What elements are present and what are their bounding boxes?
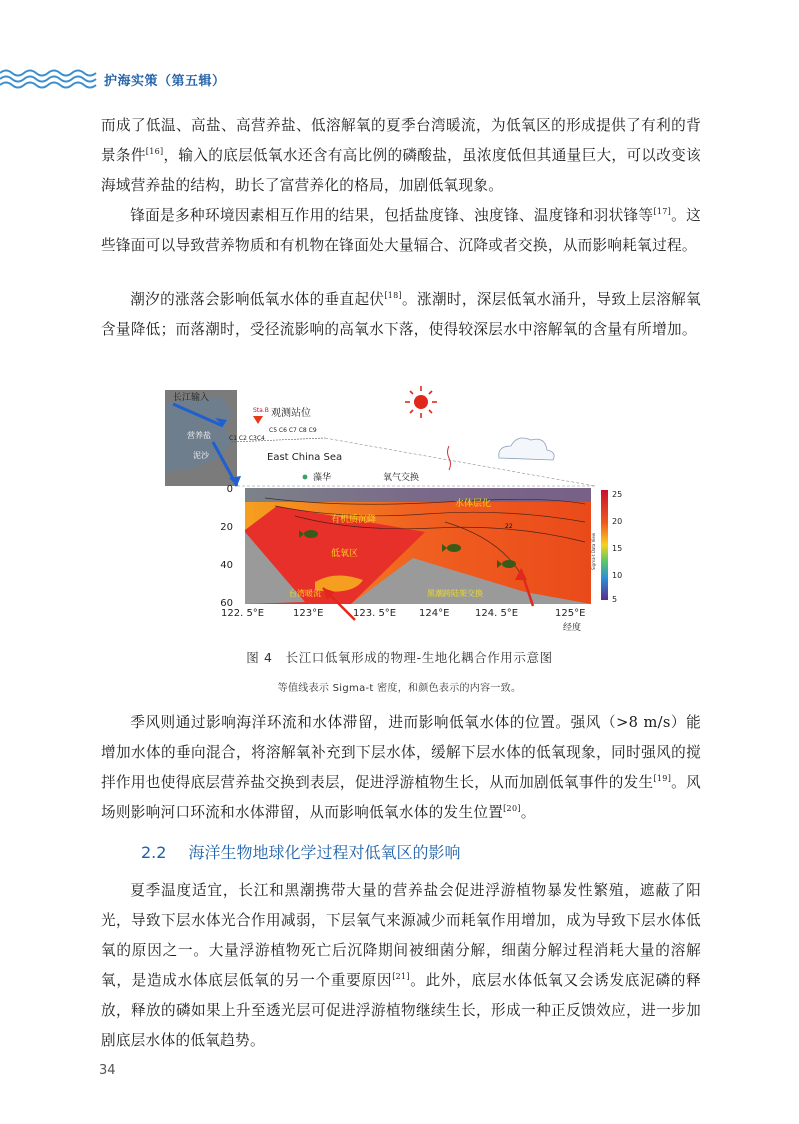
depth-tick: 0 — [226, 484, 233, 495]
page-number: 34 — [99, 1063, 116, 1078]
citation: [18] — [384, 291, 402, 301]
colorbar-tick: 20 — [612, 517, 623, 526]
citation: [19] — [653, 774, 672, 784]
kuroshio-label: 黑潮跨陆架交换 — [427, 589, 483, 598]
depth-tick: 60 — [220, 598, 233, 609]
depth-tick: 20 — [220, 522, 233, 533]
paragraph-2 — [101, 201, 701, 261]
depth-tick: 40 — [220, 560, 233, 571]
lon-tick: 125°E — [555, 608, 586, 619]
nutrient-label: 营养盐 — [187, 431, 211, 440]
station-name: Sta.B — [253, 407, 269, 414]
contour-value: 22 — [505, 523, 513, 530]
paragraph-4 — [101, 708, 701, 828]
text: 季风则通过影响海洋环流和水体滞留，进而影响低氧水体的位置。强风（>8 m/s）能增加水体的垂向混合，将溶解氧补充到下层水体，缓解下层水体的低氧现象，同时强风的搅拌作用也使得底层营养盐交换到表层，促进浮游植物生长，从而加剧低氧事件的发生 — [101, 714, 701, 791]
longitude-label: 经度 — [563, 623, 582, 633]
lon-tick: 122. 5°E — [221, 608, 265, 619]
taiwan-current-label: 台湾暖流 — [289, 589, 321, 598]
text: 。 — [520, 804, 536, 821]
text: 。风场则影响河口环流和水体滞留，从而影响低氧水体的发生位置 — [101, 774, 701, 821]
paragraph-5 — [101, 876, 701, 1056]
station-label: 观测站位 — [271, 408, 311, 419]
station-marker-icon — [253, 416, 263, 424]
yangtze-input-label: 长江输入 — [173, 393, 210, 403]
sea-name: East China Sea — [267, 452, 343, 463]
algae-dot-icon — [303, 475, 308, 480]
oxygen-exchange-label: 氧气交换 — [383, 473, 420, 483]
stations-row2: C1 C2 C3C4 — [229, 435, 265, 442]
dashed-line — [325, 438, 595, 486]
hypoxia-diagram — [165, 382, 621, 638]
text: 夏季温度适宜，长江和黑潮携带大量的营养盐会促进浮游植物暴发性繁殖，遮蔽了阳光，导致下层水体光合作用减弱，下层氧气来源减少而耗氧作用增加，成为导致下层水体低氧的原因之一。大量浮游植物死亡后沉降期间被细菌分解，细菌分解过程消耗大量的溶解氧，是造成水体底层低氧的另一个重要原因 — [101, 882, 701, 989]
colorbar-tick: 25 — [612, 490, 623, 499]
text: 。涨潮时，深层低氧水涌升，导致上层溶解氧含量降低；而落潮时，受径流影响的高氧水下落，使得较深层水中溶解氧的含量有所增加。 — [101, 291, 701, 338]
series-title: 护海实策（第五辑） — [104, 74, 226, 89]
text: 。这些锋面可以导致营养物质和有机物在锋面处大量辐合、沉降或者交换，从而影响耗氧过程。 — [101, 207, 701, 254]
citation: [21] — [392, 972, 410, 982]
colorbar-title: Sigma-t Data View — [591, 532, 596, 570]
sediment-label: 泥沙 — [193, 451, 209, 460]
citation: [16] — [145, 147, 164, 157]
citation: [17] — [653, 207, 672, 217]
lon-tick: 124°E — [419, 608, 450, 619]
text: 。此外，底层水体低氧又会诱发底泥磷的释放，释放的磷如果上升至透光层可促进浮游植物继续生长，形成一种正反馈效应，进一步加剧底层水体的低氧趋势。 — [101, 972, 701, 1049]
section-heading — [141, 840, 460, 863]
section-number: 2.2 — [141, 843, 167, 862]
citation: [20] — [503, 804, 521, 814]
stratification-label: 水体层化 — [455, 499, 492, 509]
running-header — [0, 62, 799, 92]
text: 而成了低温、高盐、高营养盐、低溶解氧的夏季台湾暖流，为低氧区的形成提供了有利的背景条件 — [101, 117, 701, 164]
text: 潮汐的涨落会影响低氧水体的垂直起伏 — [130, 291, 385, 308]
paragraph-3 — [101, 285, 701, 345]
wave-logo-icon — [0, 68, 96, 88]
oxygen-wave-icon — [448, 446, 451, 470]
colorbar-tick: 5 — [612, 595, 618, 604]
colorbar-tick: 15 — [612, 544, 623, 553]
text: 锋面是多种环境因素相互作用的结果，包括盐度锋、浊度锋、温度锋和羽状锋等 — [130, 207, 654, 224]
figure-caption: 图 4 长江口低氧形成的物理-生地化耦合作用示意图 — [246, 650, 553, 665]
colorbar — [601, 490, 608, 600]
cloud-icon — [499, 438, 554, 460]
section-title: 海洋生物地球化学过程对低氧区的影响 — [188, 843, 461, 862]
colorbar-tick: 10 — [612, 571, 623, 580]
lon-tick: 123. 5°E — [353, 608, 397, 619]
lon-tick: 124. 5°E — [475, 608, 519, 619]
text: ，输入的底层低氧水还含有高比例的磷酸盐，虽浓度低但其通量巨大，可以改变该海域营养盐的结构，助长了富营养化的格局，加剧低氧现象。 — [101, 147, 701, 194]
paragraph-1 — [101, 111, 701, 201]
algae-label: 藻华 — [313, 473, 332, 483]
figure-note: 等值线表示 Sigma-t 密度，和颜色表示的内容一致。 — [277, 683, 522, 694]
hypoxia-zone-label: 低氧区 — [331, 549, 359, 559]
organic-sinking-label: 有机质沉降 — [331, 515, 377, 525]
sun-icon — [405, 386, 437, 418]
stations-row1: C5 C6 C7 C8 C9 — [269, 427, 317, 434]
lon-tick: 123°E — [293, 608, 324, 619]
